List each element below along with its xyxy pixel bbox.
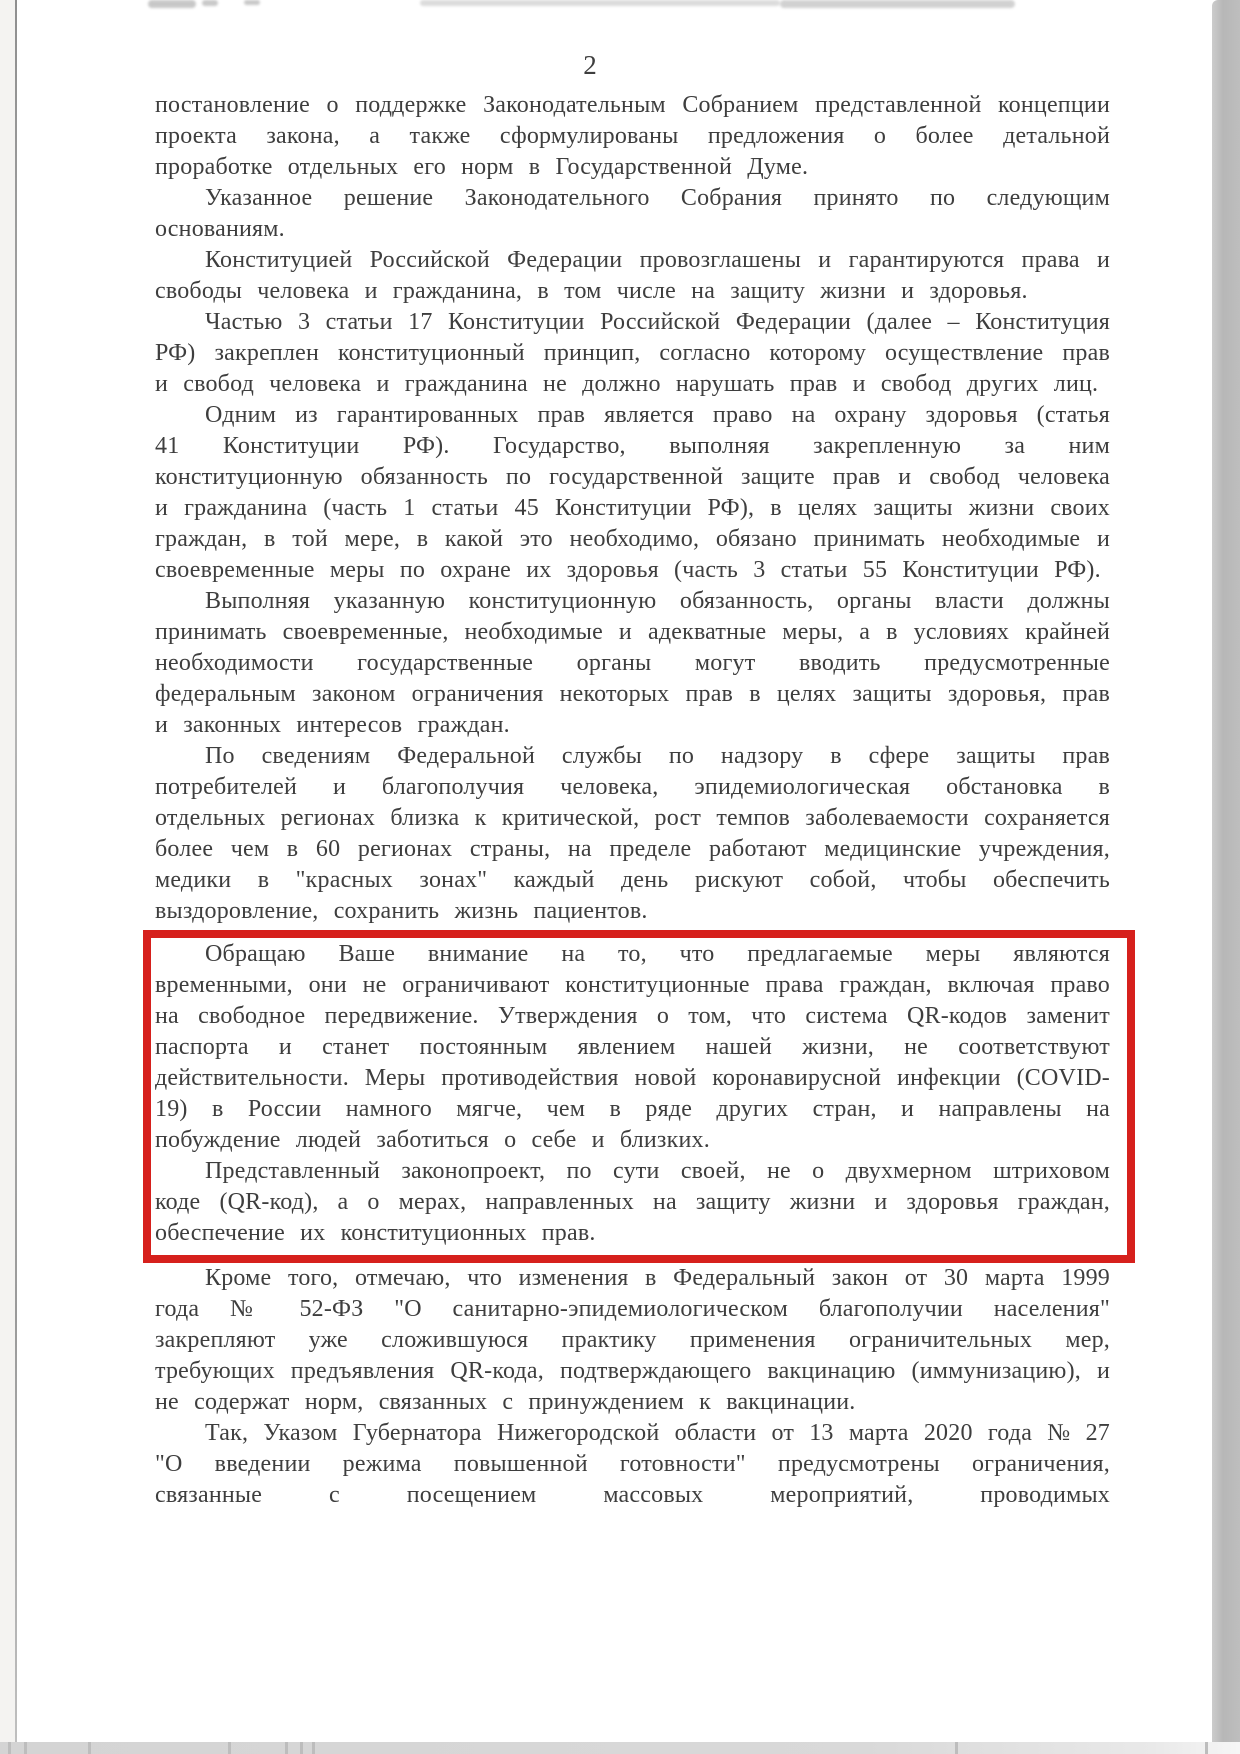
scan-top-smudge	[244, 0, 260, 5]
scan-bottom-tick	[24, 1742, 27, 1754]
paragraph: Так, Указом Губернатора Нижегородской области от 13 марта 2020 года № 27 "О введении режима повышенной готовности" предусмотрены ограничения, связанные с посещением массовых мероприятий, проводимых	[155, 1420, 1110, 1508]
paragraph: По сведениям Федеральной службы по надзору в сфере защиты прав потребителей и благополучия человека, эпидемиологическая обстановка в отдельных регионах близка к критической, рост темпов заболеваемости сохраняется более чем в 60 регионах страны, на пределе работают медицинские учреждения, медики в "красных зонах" каждый день рискуют собой, чтобы обеспечить выздоровление, сохранить жизнь пациентов.	[155, 743, 1110, 924]
scan-bottom-strip	[0, 1742, 1240, 1754]
red-highlight-box	[143, 930, 1135, 1263]
scan-left-edge-line	[15, 0, 17, 1754]
scan-bottom-tick	[1205, 1742, 1208, 1754]
scan-bottom-tick	[285, 1742, 288, 1754]
scan-bottom-tick	[228, 1742, 231, 1754]
paragraph: Указанное решение Законодательного Собрания принято по следующим основаниям.	[155, 185, 1110, 242]
paragraph: постановление о поддержке Законодательным Собранием представленной концепции проекта закона, а также сформулированы предложения о более детальной проработке отдельных его норм в Государственной Думе.	[155, 92, 1110, 180]
scan-right-shadow-band	[1212, 0, 1240, 1745]
highlighted-paragraph: Обращаю Ваше внимание на то, что предлагаемые меры являются временными, они не ограничивают конституционные права граждан, включая право на свободное передвижение. Утверждения о том, что система QR-кодов заменит паспорта и станет постоянным явлением нашей жизни, не соответствуют действительности. Меры противодействия новой коронавирусной инфекции (COVID-19) в России намного мягче, чем в ряде других стран, и направлены на побуждение людей заботиться о себе и близких.	[155, 941, 1110, 1153]
highlighted-paragraph: Представленный законопроект, по сути своей, не о двухмерном штриховом коде (QR-код), а о мерах, направленных на защиту жизни и здоровья граждан, обеспечение их конституционных прав.	[155, 1158, 1110, 1246]
page-number: 2	[583, 50, 597, 80]
scan-bottom-tick	[8, 1742, 11, 1754]
scan-top-smudge	[780, 0, 1015, 8]
scan-bottom-tick	[955, 1742, 958, 1754]
scan-bottom-tick	[312, 1742, 315, 1754]
scan-top-smudge	[148, 0, 196, 8]
scan-top-smudge	[420, 0, 780, 6]
scan-bottom-tick	[88, 1742, 91, 1754]
paragraph: Частью 3 статьи 17 Конституции Российской Федерации (далее – Конституция РФ) закреплен конституционный принцип, согласно которому осуществление прав и свобод человека и гражданина не должно нарушать прав и свобод других лиц.	[155, 309, 1110, 397]
scan-bottom-tick	[300, 1742, 303, 1754]
document-body	[155, 90, 1110, 1511]
paragraph: Выполняя указанную конституционную обязанность, органы власти должны принимать своевременные, необходимые и адекватные меры, а в условиях крайней необходимости государственные органы могут вводить предусмотренные федеральным законом ограничения некоторых прав в целях защиты здоровья, прав и законных интересов граждан.	[155, 588, 1110, 738]
scan-left-margin	[0, 0, 15, 1754]
paragraph: Конституцией Российской Федерации провозглашены и гарантируются права и свободы человека и гражданина, в том числе на защиту жизни и здоровья.	[155, 247, 1110, 304]
scan-top-smudge	[202, 0, 218, 6]
paragraph: Кроме того, отмечаю, что изменения в Федеральный закон от 30 марта 1999 года № 52-ФЗ "О санитарно-эпидемиологическом благополучии населения" закрепляют уже сложившуюся практику применения ограничительных мер, требующих предъявления QR-кода, подтверждающего вакцинацию (иммунизацию), и не содержат норм, связанных с принуждением к вакцинации.	[155, 1265, 1110, 1415]
paragraph: Одним из гарантированных прав является право на охрану здоровья (статья 41 Конституции РФ). Государство, выполняя закрепленную за ним конституционную обязанность по государственной защите прав и свобод человека и гражданина (часть 1 статьи 45 Конституции РФ), в целях защиты жизни своих граждан, в той мере, в какой это необходимо, обязано принимать необходимые и своевременные меры по охране их здоровья (часть 3 статьи 55 Конституции РФ).	[155, 402, 1110, 583]
